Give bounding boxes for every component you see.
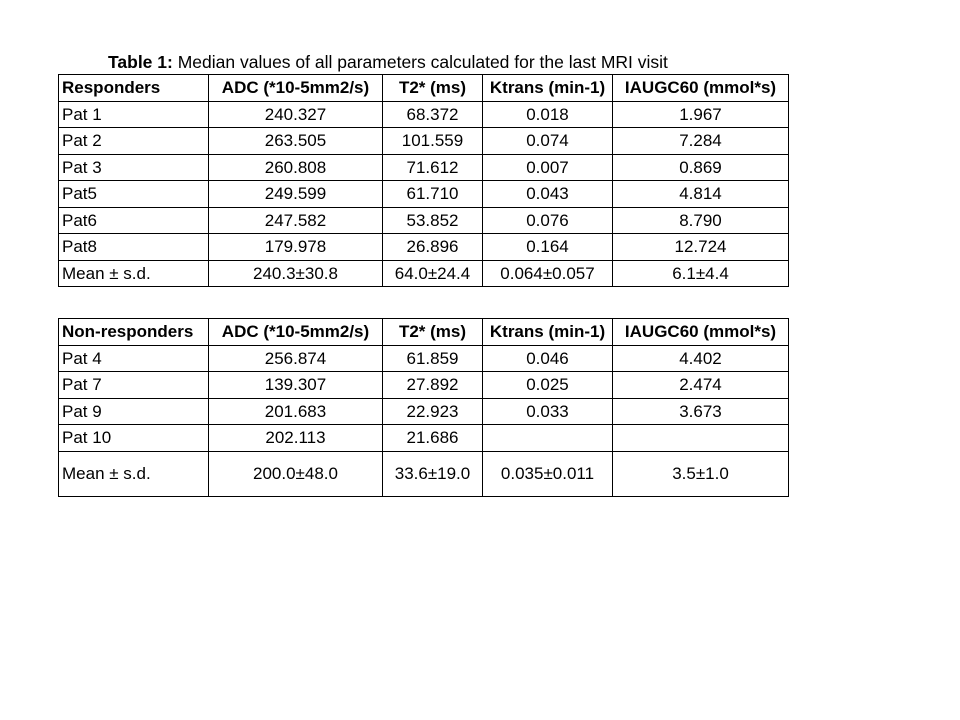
- row-label: Pat6: [59, 207, 209, 234]
- table-cell: 0.869: [613, 154, 789, 181]
- table-cell: 1.967: [613, 101, 789, 128]
- table-cell: 27.892: [383, 372, 483, 399]
- table-cell: 4.814: [613, 181, 789, 208]
- row-label: Pat 2: [59, 128, 209, 155]
- table-row: [59, 234, 789, 261]
- table-cell: 21.686: [383, 425, 483, 452]
- header-row: [59, 319, 789, 346]
- header-cell: IAUGC60 (mmol*s): [613, 75, 789, 102]
- summary-row: [59, 451, 789, 496]
- table-cell: 139.307: [209, 372, 383, 399]
- table-cell: 260.808: [209, 154, 383, 181]
- table-cell: 0.035±0.011: [483, 451, 613, 496]
- table-row: [59, 345, 789, 372]
- header-cell: IAUGC60 (mmol*s): [613, 319, 789, 346]
- caption-text: Median values of all parameters calculated for the last MRI visit: [172, 52, 668, 72]
- table-cell: 0.074: [483, 128, 613, 155]
- header-row: [59, 75, 789, 102]
- row-label: Mean ± s.d.: [59, 451, 209, 496]
- table-row: [59, 207, 789, 234]
- responders-table: [58, 74, 789, 287]
- table-row: [59, 181, 789, 208]
- table-cell: [613, 425, 789, 452]
- table-cell: 0.018: [483, 101, 613, 128]
- table-cell: 0.025: [483, 372, 613, 399]
- row-label: Pat 7: [59, 372, 209, 399]
- header-cell: Responders: [59, 75, 209, 102]
- table-cell: 249.599: [209, 181, 383, 208]
- row-label: Pat 4: [59, 345, 209, 372]
- row-label: Pat 1: [59, 101, 209, 128]
- row-label: Pat 10: [59, 425, 209, 452]
- table-cell: 0.076: [483, 207, 613, 234]
- table-row: [59, 154, 789, 181]
- table-cell: 247.582: [209, 207, 383, 234]
- header-cell: ADC (*10-5mm2/s): [209, 75, 383, 102]
- row-label: Mean ± s.d.: [59, 260, 209, 287]
- header-cell: T2* (ms): [383, 319, 483, 346]
- table-cell: 0.043: [483, 181, 613, 208]
- table-row: [59, 101, 789, 128]
- table-row: [59, 425, 789, 452]
- table-cell: 179.978: [209, 234, 383, 261]
- table-row: [59, 128, 789, 155]
- table-cell: 26.896: [383, 234, 483, 261]
- header-cell: Non-responders: [59, 319, 209, 346]
- header-cell: ADC (*10-5mm2/s): [209, 319, 383, 346]
- row-label: Pat 9: [59, 398, 209, 425]
- table-cell: 240.3±30.8: [209, 260, 383, 287]
- caption-lead: Table 1:: [108, 52, 173, 72]
- table-caption: [108, 52, 668, 73]
- table-row: [59, 398, 789, 425]
- table-row: [59, 372, 789, 399]
- header-cell: T2* (ms): [383, 75, 483, 102]
- table-cell: 7.284: [613, 128, 789, 155]
- table-cell: 3.5±1.0: [613, 451, 789, 496]
- table-cell: 71.612: [383, 154, 483, 181]
- table-cell: 200.0±48.0: [209, 451, 383, 496]
- summary-row: [59, 260, 789, 287]
- table-cell: [483, 425, 613, 452]
- row-label: Pat 3: [59, 154, 209, 181]
- nonresponders-table: [58, 318, 789, 497]
- table-cell: 101.559: [383, 128, 483, 155]
- table-cell: 6.1±4.4: [613, 260, 789, 287]
- table-cell: 256.874: [209, 345, 383, 372]
- table-cell: 0.033: [483, 398, 613, 425]
- table-cell: 68.372: [383, 101, 483, 128]
- table-cell: 61.859: [383, 345, 483, 372]
- table-cell: 0.007: [483, 154, 613, 181]
- table-cell: 3.673: [613, 398, 789, 425]
- header-cell: Ktrans (min-1): [483, 75, 613, 102]
- table-cell: 263.505: [209, 128, 383, 155]
- table-cell: 202.113: [209, 425, 383, 452]
- table-cell: 8.790: [613, 207, 789, 234]
- row-label: Pat8: [59, 234, 209, 261]
- table-cell: 64.0±24.4: [383, 260, 483, 287]
- table-cell: 0.046: [483, 345, 613, 372]
- header-cell: Ktrans (min-1): [483, 319, 613, 346]
- table-cell: 33.6±19.0: [383, 451, 483, 496]
- table-cell: 0.064±0.057: [483, 260, 613, 287]
- table-cell: 53.852: [383, 207, 483, 234]
- row-label: Pat5: [59, 181, 209, 208]
- table-cell: 240.327: [209, 101, 383, 128]
- table-cell: 61.710: [383, 181, 483, 208]
- table-cell: 12.724: [613, 234, 789, 261]
- table-cell: 4.402: [613, 345, 789, 372]
- table-cell: 22.923: [383, 398, 483, 425]
- table-cell: 0.164: [483, 234, 613, 261]
- table-cell: 2.474: [613, 372, 789, 399]
- table-cell: 201.683: [209, 398, 383, 425]
